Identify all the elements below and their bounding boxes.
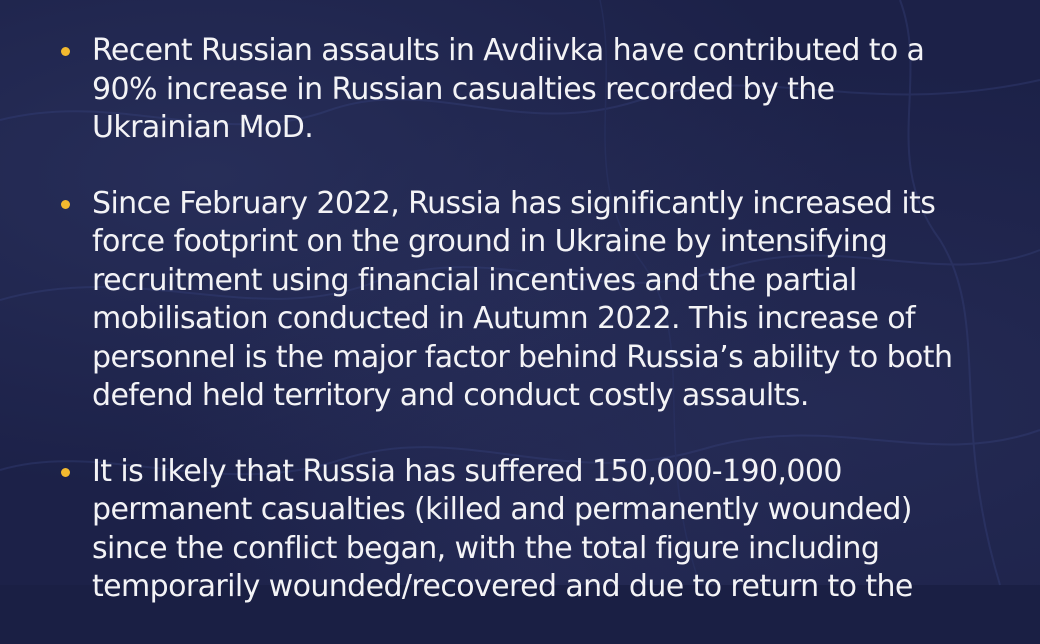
bullet-item (58, 453, 958, 607)
bullet-item (58, 185, 958, 416)
bullet-list (58, 32, 958, 644)
bullet-item (58, 32, 958, 148)
bullet-text: Recent Russian assaults in Avdiivka have contributed to a 90% increase in Russian casualties recorded by the Ukrainian MoD. (92, 33, 925, 145)
bullet-dot-icon (61, 200, 70, 209)
bullet-dot-icon (61, 468, 70, 477)
bullet-dot-icon (61, 47, 70, 56)
bullet-text: Since February 2022, Russia has significantly increased its force footprint on the ground in Ukraine by intensifying recruitment using financial incentives and the partial mobilisation conducted in Autumn 2022. This increase of personnel is the major factor behind Russia’s ability to both defend held territory and conduct costly assaults. (92, 185, 953, 413)
bullet-text: It is likely that Russia has suffered 150,000-190,000 permanent casualties (killed and permanently wounded) since the conflict began, with the total figure including temporarily wounded/recovered and due to return to the (92, 453, 913, 604)
